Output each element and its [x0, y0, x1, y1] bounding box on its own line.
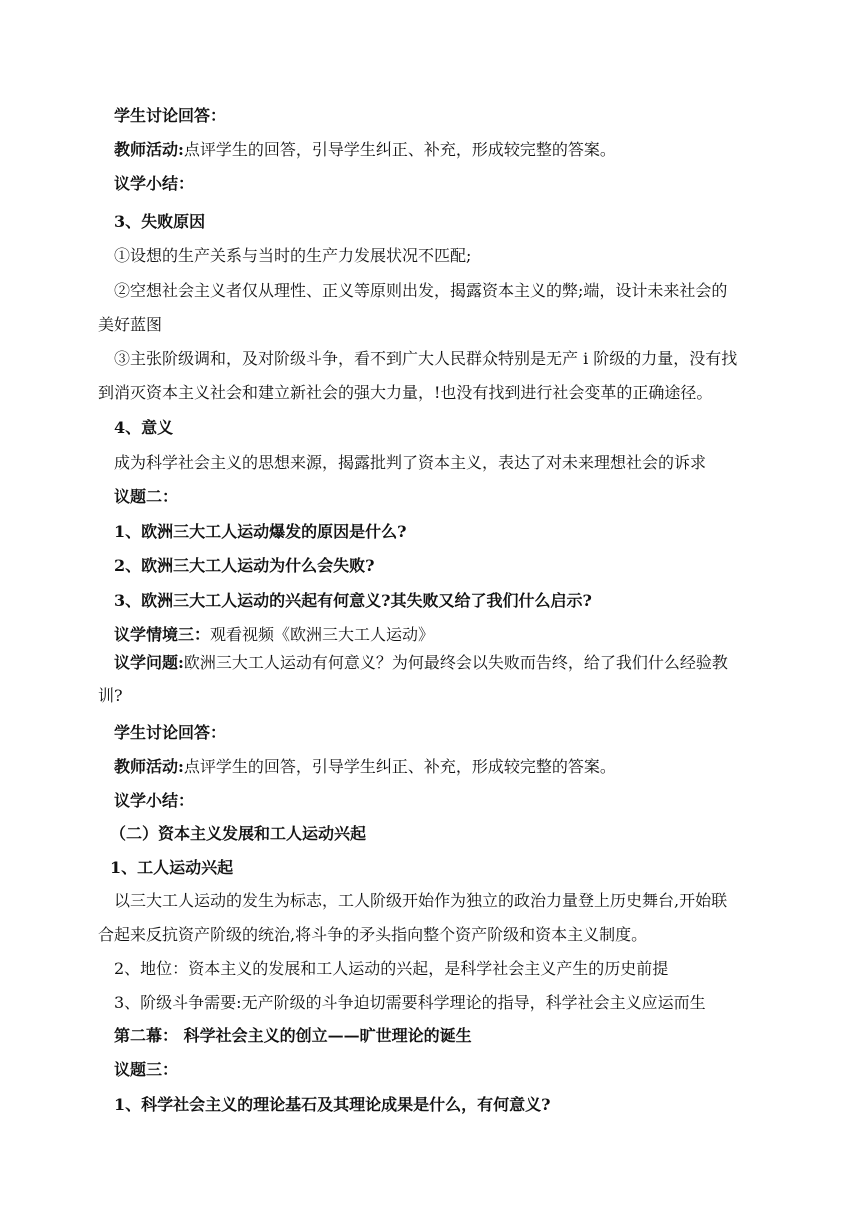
topic-three-question-1: 1、科学社会主义的理论基石及其理论成果是什么，有何意义?	[114, 1095, 551, 1114]
reason-item-2-line-1: ②空想社会主义者仅从理性、正义等原则出发，揭露资本主义的弊;端，设计未来社会的	[114, 281, 728, 300]
discussion-question-line-1	[114, 652, 794, 674]
heading-student-discussion-2: 学生讨论回答：	[114, 723, 227, 742]
scenario-three-label: 议学情境三：	[114, 625, 211, 644]
status-paragraph	[114, 958, 794, 980]
class-struggle-paragraph	[114, 992, 794, 1014]
teacher-activity-paragraph-2	[114, 756, 794, 778]
topic-two-question-1: 1、欧洲三大工人运动爆发的原因是什么?	[114, 522, 407, 541]
class-struggle-text: 无产阶级的斗争迫切需要科学理论的指导，科学社会主义应运而生	[241, 993, 706, 1012]
teacher-activity-label: 教师活动:	[114, 140, 184, 159]
scenario-three-text: 观看视频《欧洲三大工人运动》	[210, 625, 435, 644]
significance-text: 成为科学社会主义的思想来源，揭露批判了资本主义，表达了对未来理想社会的诉求	[114, 453, 707, 472]
teacher-activity-text-2: 点评学生的回答，引导学生纠正、补充，形成较完整的答案。	[183, 757, 616, 776]
scenario-three-paragraph	[114, 624, 794, 646]
heading-act-two: 第二幕： 科学社会主义的创立——旷世理论的诞生	[114, 1026, 472, 1045]
class-struggle-label: 3、阶级斗争需要:	[114, 993, 242, 1012]
teacher-activity-paragraph	[114, 139, 794, 161]
discussion-question-line-2: 训?	[98, 686, 123, 705]
labor-movement-line-1: 以三大工人运动的发生为标志，工人阶级开始作为独立的政治力量登上历史舞台,开始联	[114, 891, 728, 910]
heading-labor-movement: 1、工人运动兴起	[110, 858, 234, 877]
reason-item-3-line-2: 到消灭资本主义社会和建立新社会的强大力量，!也没有找到进行社会变革的正确途径。	[98, 383, 713, 402]
heading-summary-2: 议学小结：	[114, 791, 195, 810]
discussion-question-label: 议学问题:	[114, 653, 184, 672]
heading-topic-three: 议题三：	[114, 1060, 179, 1079]
status-label: 2、地位：	[114, 959, 189, 978]
heading-topic-two: 议题二：	[114, 487, 179, 506]
teacher-activity-text: 点评学生的回答，引导学生纠正、补充，形成较完整的答案。	[183, 140, 616, 159]
topic-two-question-2: 2、欧洲三大工人运动为什么会失败?	[114, 556, 375, 575]
topic-two-question-3: 3、欧洲三大工人运动的兴起有何意义?其失败又给了我们什么启示?	[114, 591, 592, 610]
heading-significance: 4、意义	[114, 418, 174, 437]
heading-failure-reasons: 3、失败原因	[114, 212, 206, 231]
status-text: 资本主义的发展和工人运动的兴起，是科学社会主义产生的历史前提	[188, 959, 669, 978]
labor-movement-line-2: 合起来反抗资产阶级的统治,将斗争的矛头指向整个资产阶级和资本主义制度。	[98, 925, 648, 944]
heading-summary: 议学小结：	[114, 174, 195, 193]
heading-student-discussion: 学生讨论回答：	[114, 106, 227, 125]
discussion-question-text: 欧洲三大工人运动有何意义？为何最终会以失败而告终，给了我们什么经验教	[183, 653, 728, 672]
reason-item-2-line-2: 美好蓝图	[98, 315, 163, 334]
teacher-activity-label-2: 教师活动:	[114, 757, 184, 776]
reason-item-3-line-1: ③主张阶级调和，及对阶级斗争，看不到广大人民群众特别是无产 i 阶级的力量，没有找	[114, 349, 738, 368]
heading-section-two: （二）资本主义发展和工人运动兴起	[110, 824, 367, 843]
reason-item-1: ①设想的生产关系与当时的生产力发展状况不匹配;	[114, 246, 472, 265]
